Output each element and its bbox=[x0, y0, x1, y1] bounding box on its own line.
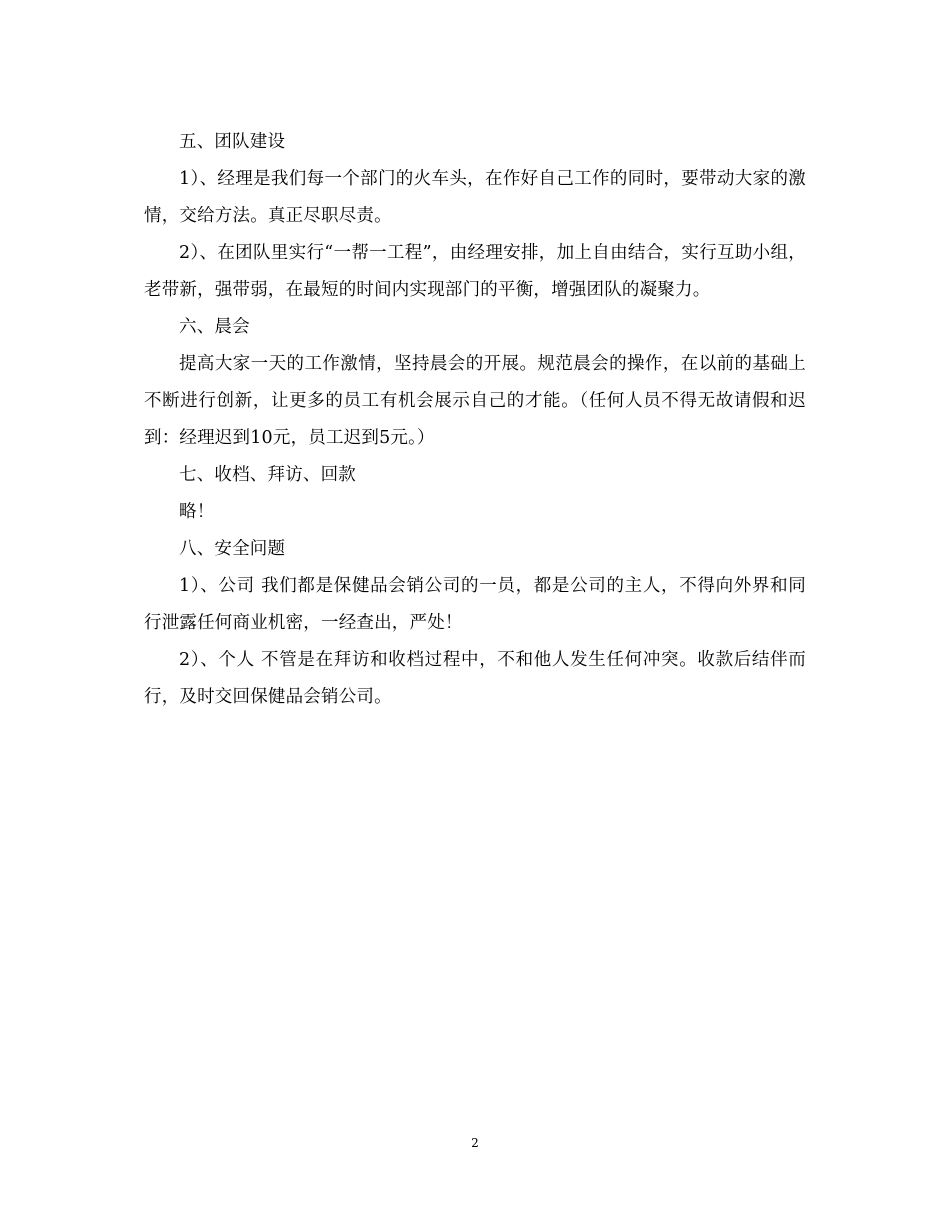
paragraph-omitted: 略！ bbox=[179, 502, 215, 522]
document-body bbox=[144, 124, 806, 716]
section-heading-safety: 八、安全问题 bbox=[179, 539, 286, 559]
paragraph-company-safety: 1）、公司 我们都是保健品会销公司的一员，都是公司的主人，不得向外界和同行泄露任何商业机密，一经查出，严处！ bbox=[144, 576, 806, 633]
section-heading-morning-meeting: 六、晨会 bbox=[179, 317, 250, 337]
paragraph-manager-role: 1）、经理是我们每一个部门的火车头，在作好自己工作的同时，要带动大家的激情，交给方法。真正尽职尽责。 bbox=[144, 169, 806, 226]
page-number: 2 bbox=[471, 1136, 479, 1150]
section-heading-team-building: 五、团队建设 bbox=[179, 132, 286, 152]
section-heading-collection-visits: 七、收档、拜访、回款 bbox=[179, 465, 356, 485]
paragraph-mentoring: 2）、在团队里实行“一帮一工程”，由经理安排，加上自由结合，实行互助小组，老带新，强带弱，在最短的时间内实现部门的平衡，增强团队的凝聚力。 bbox=[144, 243, 806, 300]
paragraph-personal-safety: 2）、个人 不管是在拜访和收档过程中，不和他人发生任何冲突。收款后结伴而行，及时交回保健品会销公司。 bbox=[144, 650, 806, 707]
paragraph-morning-meeting: 提高大家一天的工作激情，坚持晨会的开展。规范晨会的操作，在以前的基础上不断进行创新，让更多的员工有机会展示自己的才能。（任何人员不得无故请假和迟到：经理迟到10元，员工迟到5元。） bbox=[144, 354, 806, 448]
